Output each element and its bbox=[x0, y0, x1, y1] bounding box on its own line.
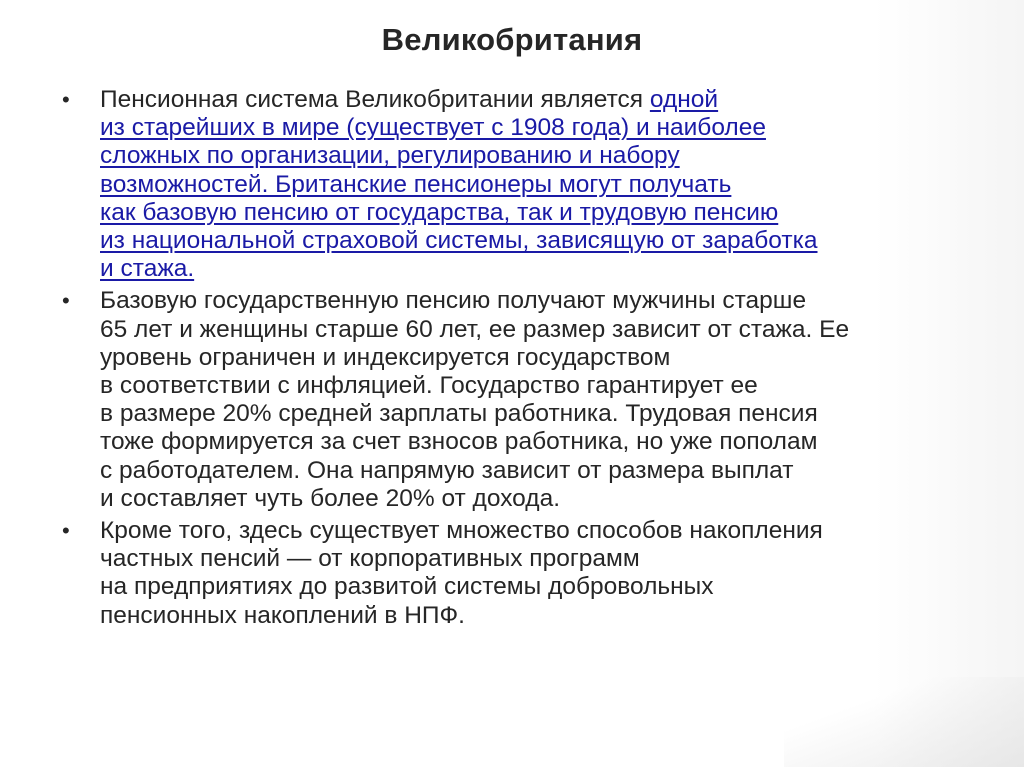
text-line: частных пенсий — от корпоративных программ bbox=[100, 545, 640, 573]
bullet-item-1 bbox=[62, 86, 962, 283]
hyperlink[interactable]: как базовую пенсию от государства, так и трудовую пенсию bbox=[100, 198, 779, 226]
text-line: на предприятиях до развитой системы добровольных bbox=[100, 573, 714, 601]
bullet-list bbox=[62, 86, 962, 634]
hyperlink[interactable]: и стажа. bbox=[100, 255, 195, 283]
hyperlink[interactable]: из старейших в мире (существует с 1908 года) и наиболее bbox=[100, 114, 766, 142]
hyperlink[interactable]: сложных по организации, регулированию и набору bbox=[100, 142, 680, 170]
text-line: в размере 20% средней зарплаты работника. Трудовая пенсия bbox=[100, 400, 818, 428]
text-line bbox=[100, 255, 962, 283]
slide-title: Великобритания bbox=[381, 22, 643, 57]
text-line: Кроме того, здесь существует множество способов накопления bbox=[100, 517, 823, 545]
bullet-item-3 bbox=[62, 517, 962, 630]
bullet-marker: • bbox=[62, 288, 70, 314]
bullet-item-2 bbox=[62, 287, 962, 513]
text-line bbox=[100, 171, 962, 199]
text-line: тоже формируется за счет взносов работника, но уже пополам bbox=[100, 428, 818, 456]
text-line: уровень ограничен и индексируется государством bbox=[100, 343, 671, 371]
text-line bbox=[100, 114, 962, 142]
bullet-marker: • bbox=[62, 518, 70, 544]
text-line: и составляет чуть более 20% от дохода. bbox=[100, 484, 560, 512]
text-line bbox=[100, 142, 962, 170]
text-line: в соответствии с инфляцией. Государство гарантирует ее bbox=[100, 372, 758, 400]
text-span: Пенсионная система Великобритании является bbox=[100, 86, 650, 113]
text-line: пенсионных накоплений в НПФ. bbox=[100, 601, 465, 629]
hyperlink[interactable]: одной bbox=[649, 86, 719, 113]
text-line: с работодателем. Она напрямую зависит от размера выплат bbox=[100, 456, 794, 484]
hyperlink[interactable]: возможностей. Британские пенсионеры могут получать bbox=[100, 170, 732, 198]
text-line bbox=[100, 86, 962, 114]
text-line bbox=[100, 227, 962, 255]
text-line: 65 лет и женщины старше 60 лет, ее размер зависит от стажа. Ее bbox=[100, 315, 850, 343]
bullet-marker: • bbox=[62, 87, 70, 112]
background-corner-shade bbox=[784, 677, 1024, 767]
text-line: Базовую государственную пенсию получают мужчины старше bbox=[100, 287, 807, 315]
text-line bbox=[100, 199, 962, 227]
hyperlink[interactable]: из национальной страховой системы, зависящую от заработка bbox=[100, 227, 818, 255]
